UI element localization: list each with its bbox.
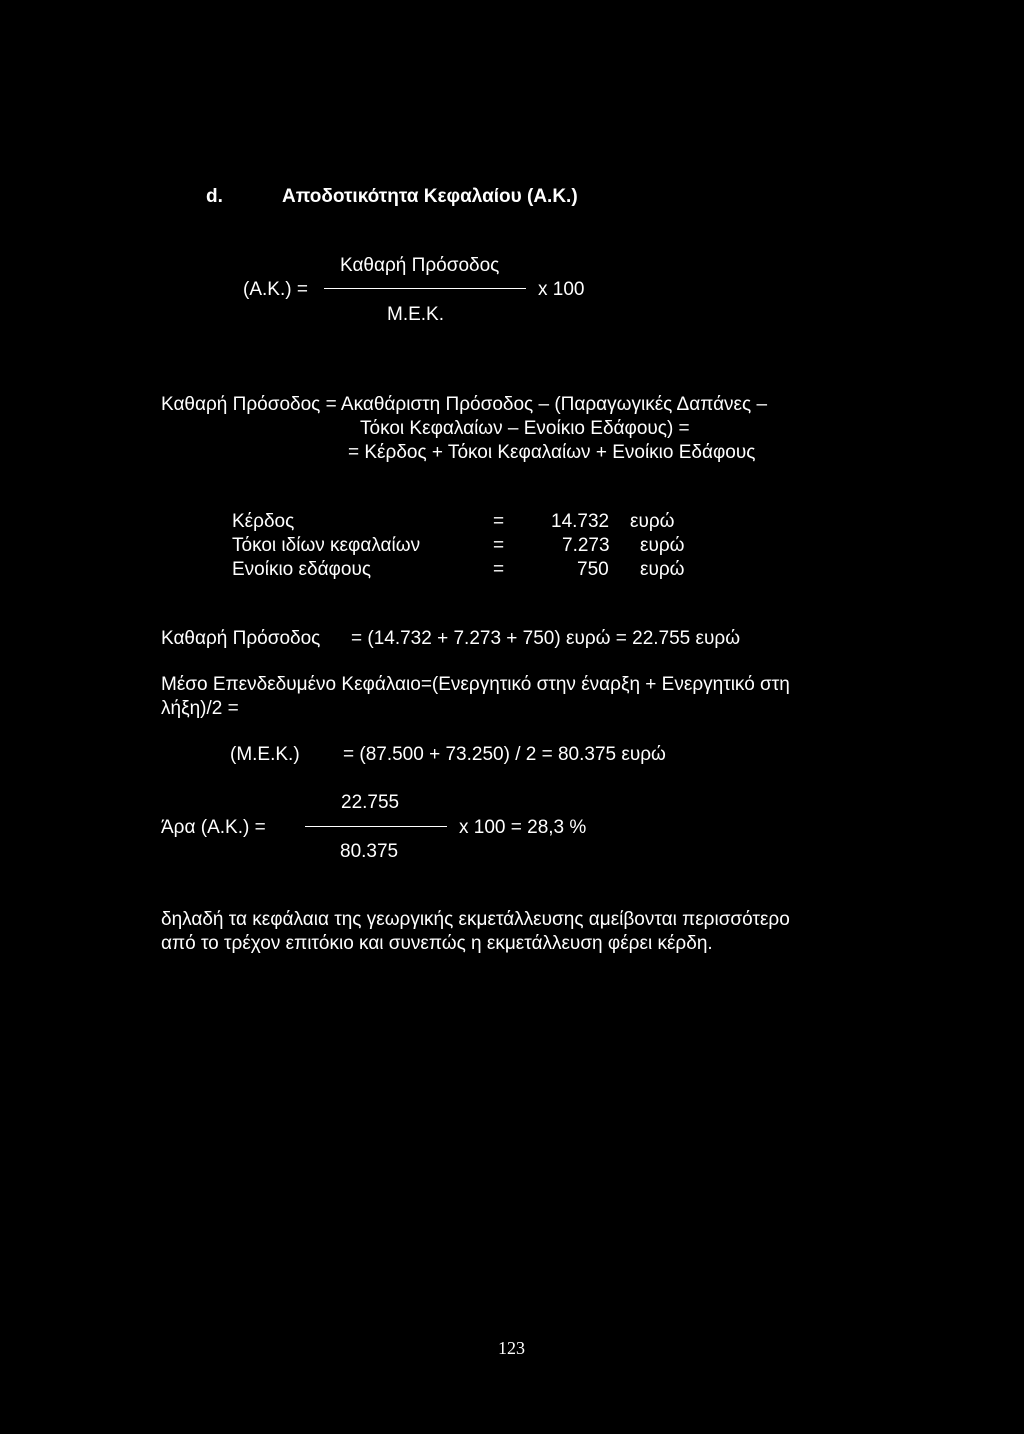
average-capital-line-2: λήξη)/2 = [161,698,239,719]
formula1-fraction-line [324,288,526,289]
item-value: 14.732 [551,511,610,532]
definition-line-2: Τόκοι Κεφαλαίων – Ενοίκιο Εδάφους) = [360,418,690,439]
item-value: 750 [577,559,609,580]
item-value: 7.273 [562,535,610,556]
net-income-label: Καθαρή Πρόσοδος [161,628,321,649]
page-number: 123 [498,1338,525,1358]
formula2-result: x 100 = 28,3 % [459,817,587,838]
definition-line-3: = Κέρδος + Τόκοι Κεφαλαίων + Ενοίκιο Εδάφους [348,442,756,463]
item-label: Ενοίκιο εδάφους [232,559,371,580]
average-capital-line-1: Μέσο Επενδεδυμένο Κεφάλαιο=(Ενεργητικό στην έναρξη + Ενεργητικό στη [161,674,790,695]
item-equals: = [493,535,505,556]
item-unit: ευρώ [630,511,675,532]
formula1-lhs: (Α.Κ.) = [243,279,308,300]
conclusion-line-2: από το τρέχον επιτόκιο και συνεπώς η εκμετάλλευση φέρει κέρδη. [161,933,713,954]
item-unit: ευρώ [640,535,685,556]
formula2-fraction-line [305,826,447,827]
formula1-denominator: Μ.Ε.Κ. [387,304,445,325]
formula2-denominator: 80.375 [340,841,399,862]
section-title: Αποδοτικότητα Κεφαλαίου (Α.Κ.) [282,186,578,207]
average-capital-label: (Μ.Ε.Κ.) [230,744,300,765]
formula2-numerator: 22.755 [341,792,400,813]
section-letter: d. [206,186,223,207]
formula1-numerator: Καθαρή Πρόσοδος [340,255,500,276]
conclusion-line-1: δηλαδή τα κεφάλαια της γεωργικής εκμετάλλευσης αμείβονται περισσότερο [161,909,790,930]
formula1-multiplier: x 100 [538,279,585,300]
item-label: Κέρδος [232,511,295,532]
definition-line-1: Καθαρή Πρόσοδος = Ακαθάριστη Πρόσοδος – (Παραγωγικές Δαπάνες – [161,394,768,415]
item-unit: ευρώ [640,559,685,580]
formula2-lhs: Άρα (Α.Κ.) = [161,817,266,838]
item-label: Τόκοι ιδίων κεφαλαίων [232,535,421,556]
item-equals: = [493,559,505,580]
net-income-expression: = (14.732 + 7.273 + 750) ευρώ = 22.755 ευρώ [351,628,741,649]
item-equals: = [493,511,505,532]
average-capital-expression: = (87.500 + 73.250) / 2 = 80.375 ευρώ [343,744,666,765]
